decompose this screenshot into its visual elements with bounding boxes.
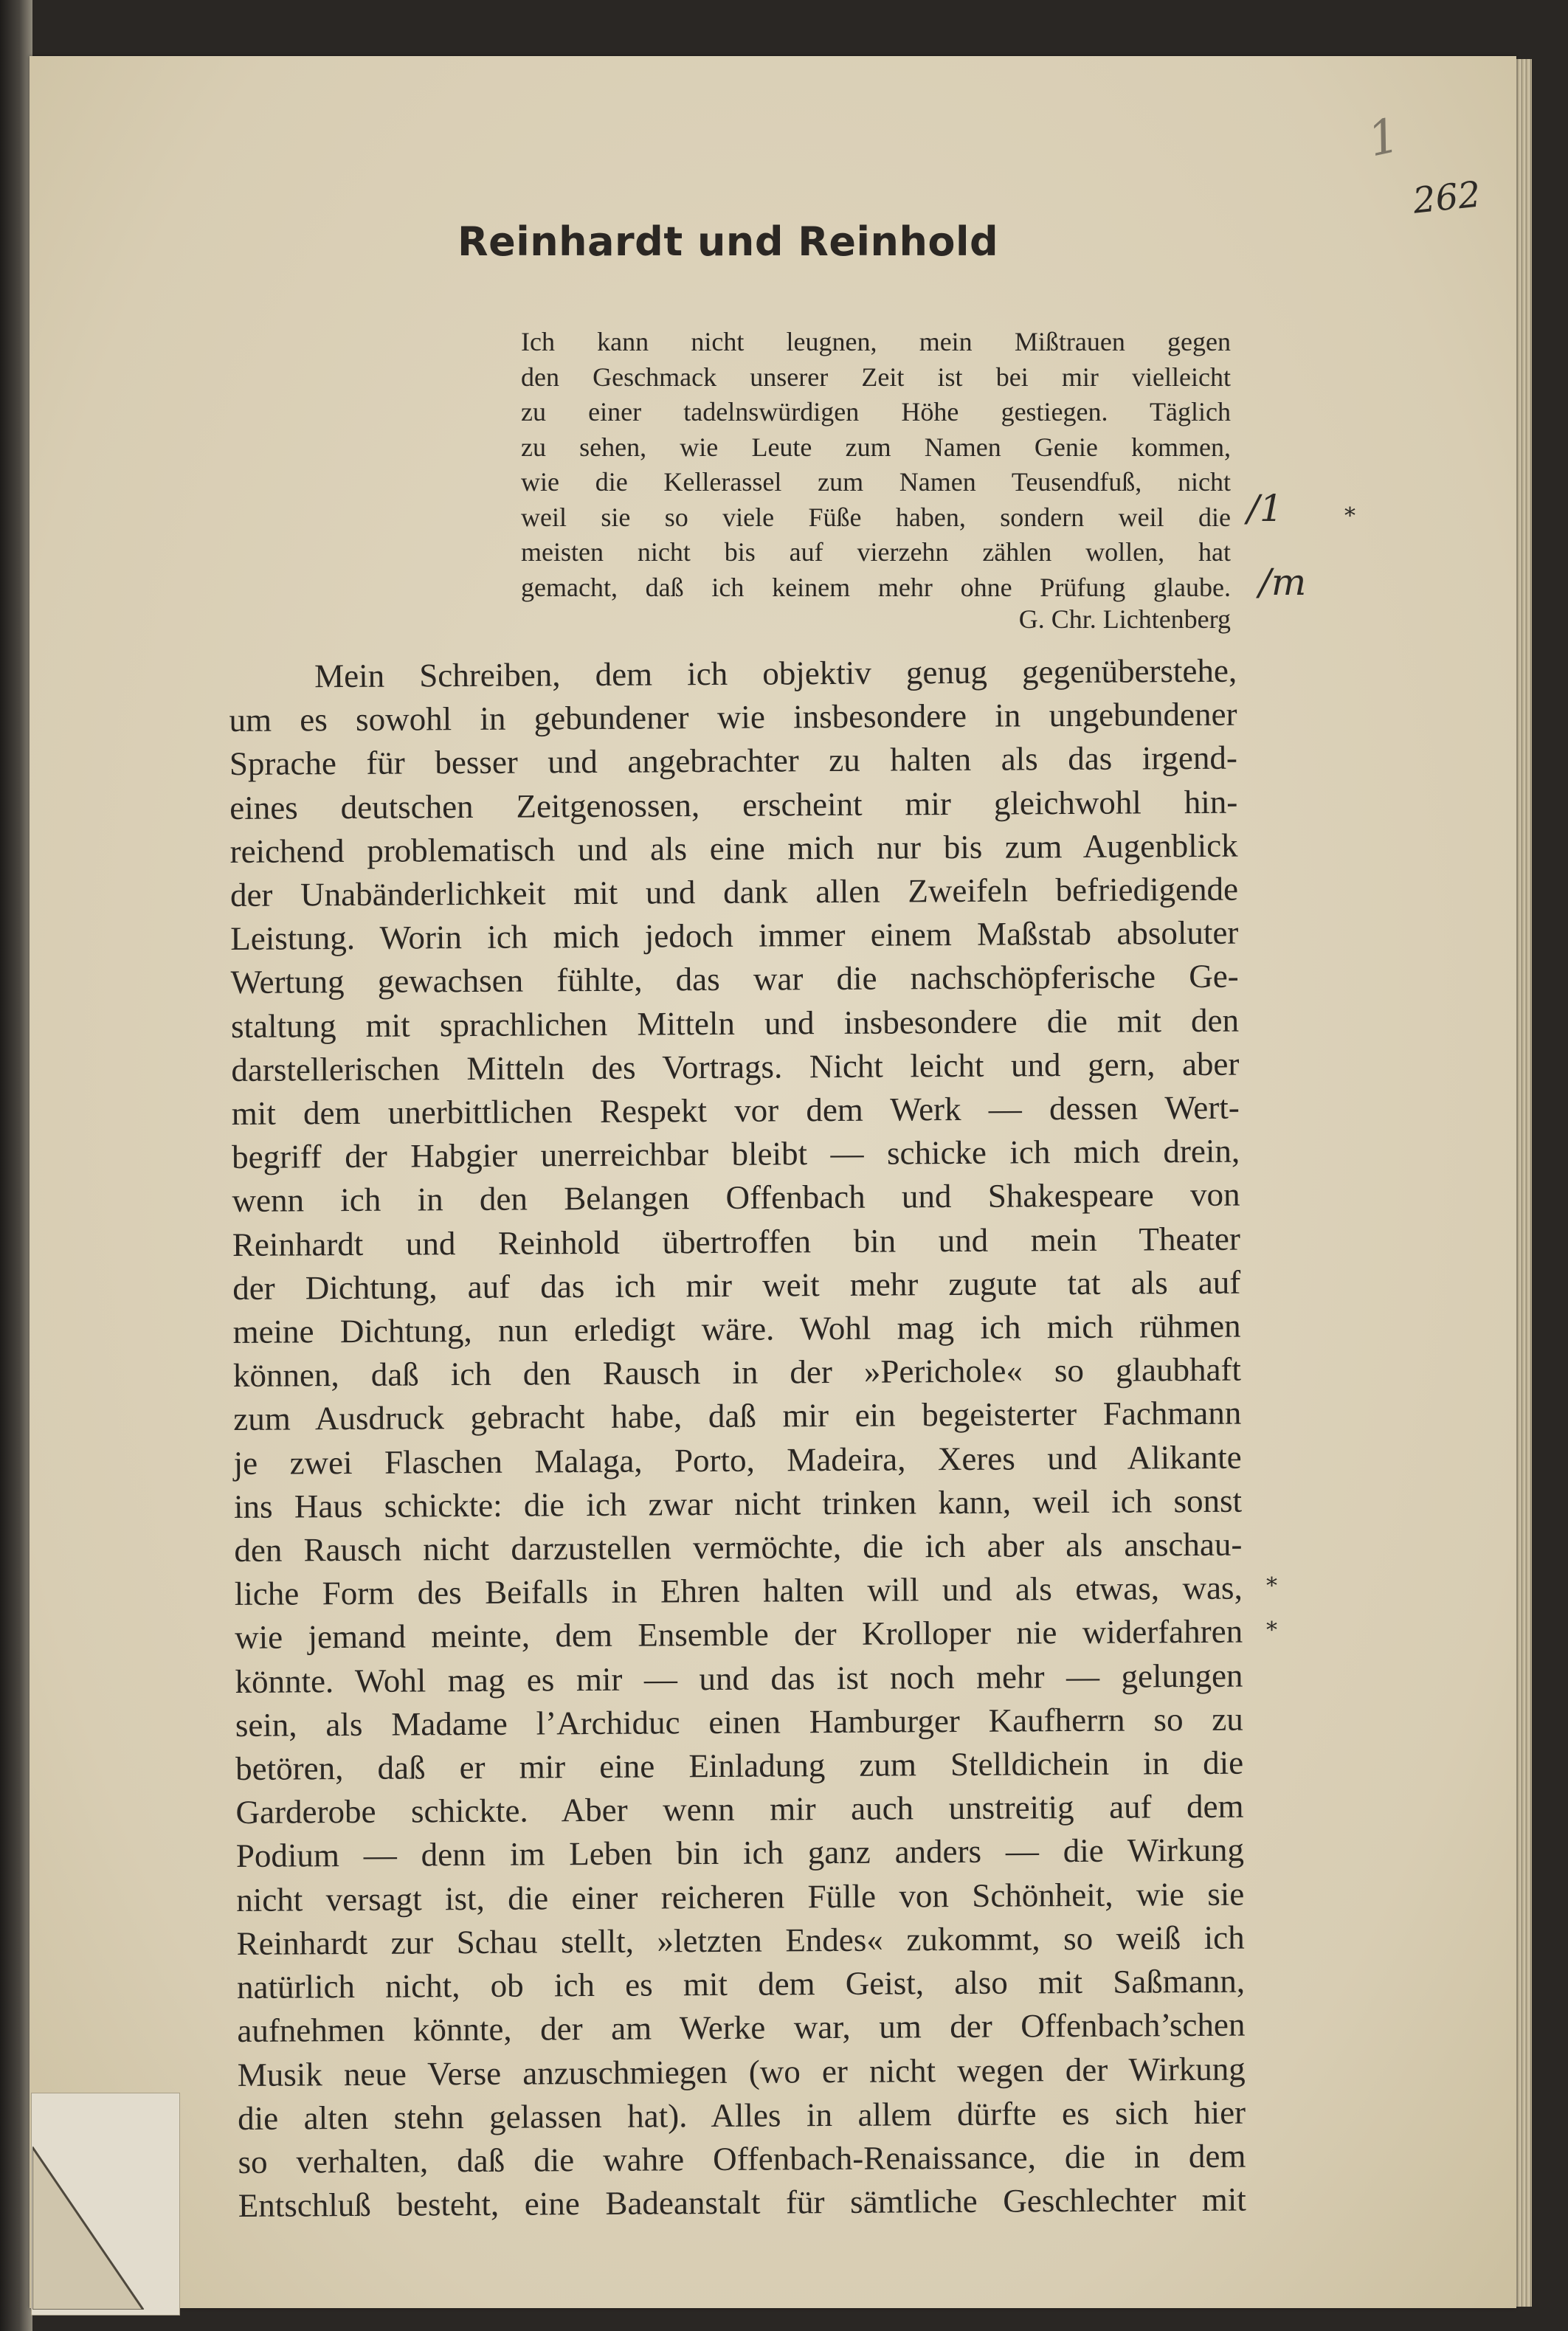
body-line: sein, als Madame l’Archiduc einen Hamburger Kaufherrn so zu bbox=[235, 1700, 1243, 1744]
epigraph-line: weil sie so viele Füße haben, sondern weil die bbox=[521, 502, 1231, 532]
epigraph-line: den Geschmack unserer Zeit ist bei mir vielleicht bbox=[521, 362, 1231, 392]
epigraph-line: gemacht, daß ich keinem mehr ohne Prüfung glaube. bbox=[521, 572, 1231, 602]
book-binding-edge bbox=[0, 0, 32, 2331]
body-line: den Rausch nicht darzustellen vermöchte, die ich aber als anschau- bbox=[234, 1525, 1243, 1569]
body-line: Sprache für besser und angebrachter zu halten als das irgend- bbox=[229, 739, 1238, 783]
margin-correction-mark: /1 bbox=[1247, 487, 1283, 530]
body-line: Mein Schreiben, dem ich objektiv genug gegenüberstehe, bbox=[314, 652, 1237, 695]
epigraph-attribution: G. Chr. Lichtenberg bbox=[1018, 604, 1231, 634]
body-line: so verhalten, daß die wahre Offenbach-Renaissance, die in dem bbox=[238, 2137, 1246, 2180]
epigraph-line: zu sehen, wie Leute zum Namen Genie kommen, bbox=[521, 432, 1231, 462]
body-line: der Unabänderlichkeit mit und dank allen Zweifeln befriedigende bbox=[229, 870, 1239, 914]
body-line: ins Haus schickte: die ich zwar nicht trinken kann, weil ich sonst bbox=[233, 1482, 1243, 1525]
body-line: aufnehmen könnte, der am Werke war, um der Offenbach’schen bbox=[237, 2006, 1246, 2050]
body-line: nicht versagt ist, die einer reicheren Fülle von Schönheit, wie sie bbox=[236, 1875, 1245, 1919]
body-line: natürlich nicht, ob ich es mit dem Geist, also mit Saßmann, bbox=[236, 1962, 1246, 2006]
margin-star-mark: * bbox=[1344, 503, 1355, 529]
body-line: reichend problematisch und als eine mich nur bis zum Augenblick bbox=[229, 826, 1238, 870]
margin-correction-mark: /m bbox=[1259, 561, 1307, 604]
body-line: begriff der Habgier unerreichbar bleibt — schicke ich mich drein, bbox=[232, 1132, 1240, 1176]
page-number: 262 bbox=[1411, 173, 1483, 222]
page-title: Reinhardt und Reinhold bbox=[457, 218, 999, 265]
body-line: eines deutschen Zeitgenossen, erscheint mir gleichwohl hin- bbox=[229, 783, 1238, 826]
body-line: je zwei Flaschen Malaga, Porto, Madeira, Xeres und Alikante bbox=[233, 1438, 1242, 1482]
body-line: zum Ausdruck gebracht habe, daß mir ein begeisterter Fachmann bbox=[233, 1395, 1242, 1438]
body-line: Entschluß besteht, eine Badeanstalt für sämtliche Geschlechter mit bbox=[238, 2180, 1246, 2225]
body-line: Musik neue Verse anzuschmiegen (wo er nicht wegen der Wirkung bbox=[237, 2050, 1246, 2093]
body-line: darstellerischen Mitteln des Vortrags. Nicht leicht und gern, aber bbox=[231, 1045, 1240, 1088]
page-edge-stack bbox=[1514, 59, 1532, 2307]
corner-fold bbox=[32, 2125, 187, 2310]
body-line: wenn ich in den Belangen Offenbach und Shakespeare von bbox=[232, 1176, 1240, 1220]
body-line: können, daß ich den Rausch in der »Perichole« so glaubhaft bbox=[232, 1350, 1242, 1395]
body-line: Wertung gewachsen fühlte, das war die nachschöpferische Ge- bbox=[230, 958, 1239, 1001]
body-line: betören, daß er mir eine Einladung zum Stelldichein in die bbox=[235, 1744, 1244, 1788]
body-line: meine Dichtung, nun erledigt wäre. Wohl mag ich mich rühmen bbox=[232, 1307, 1241, 1351]
epigraph-line: wie die Kellerassel zum Namen Teusendfuß, nicht bbox=[521, 467, 1231, 497]
body-text bbox=[229, 649, 1246, 2228]
body-line: der Dichtung, auf das ich mir weit mehr zugute tat als auf bbox=[232, 1263, 1241, 1307]
body-line: Reinhardt zur Schau stellt, »letzten Endes« zukommt, so weiß ich bbox=[236, 1919, 1245, 1962]
epigraph-line: meisten nicht bis auf vierzehn zählen wollen, hat bbox=[521, 537, 1231, 567]
body-line: wie jemand meinte, dem Ensemble der Krolloper nie widerfahren bbox=[234, 1613, 1243, 1657]
body-line: staltung mit sprachlichen Mitteln und insbesondere die mit den bbox=[230, 1001, 1240, 1045]
body-line: um es sowohl in gebundener wie insbesondere in ungebundener bbox=[229, 695, 1237, 739]
body-line: Leistung. Worin ich mich jedoch immer einem Maßstab absoluter bbox=[230, 914, 1239, 958]
body-line: liche Form des Beifalls in Ehren halten will und als etwas, was, bbox=[234, 1569, 1243, 1613]
margin-star-mark: * bbox=[1266, 1573, 1277, 1599]
body-line: Reinhardt und Reinhold übertroffen bin und mein Theater bbox=[232, 1220, 1241, 1263]
body-line: könnte. Wohl mag es mir — und das ist noch mehr — gelungen bbox=[235, 1657, 1243, 1700]
sheet-number-mark: 1 bbox=[1363, 108, 1404, 168]
margin-star-mark: * bbox=[1266, 1617, 1277, 1643]
body-line: die alten stehn gelassen hat). Alles in allem dürfte es sich hier bbox=[237, 2093, 1246, 2137]
body-line: mit dem unerbittlichen Respekt vor dem Werk — dessen Wert- bbox=[231, 1088, 1240, 1133]
body-line: Podium — denn im Leben bin ich ganz anders — die Wirkung bbox=[235, 1831, 1245, 1875]
epigraph-line: zu einer tadelnswürdigen Höhe gestiegen. Täglich bbox=[521, 397, 1231, 427]
epigraph-line: Ich kann nicht leugnen, mein Mißtrauen gegen bbox=[521, 327, 1231, 356]
epigraph bbox=[521, 325, 1231, 605]
body-line: Garderobe schickte. Aber wenn mir auch unstreitig auf dem bbox=[235, 1787, 1244, 1831]
